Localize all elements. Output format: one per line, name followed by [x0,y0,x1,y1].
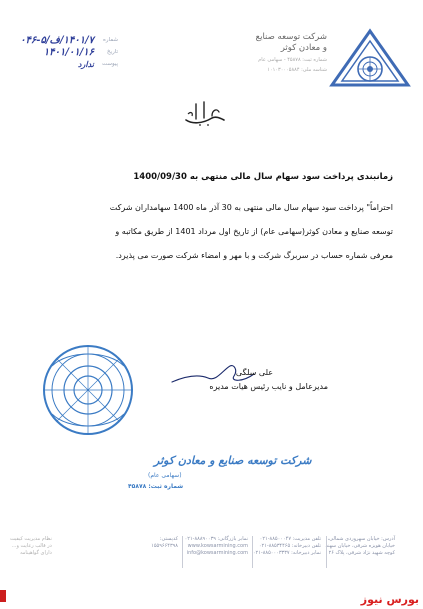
company-logo-icon [330,29,410,87]
company-header [177,32,327,74]
letter-footer [0,536,423,576]
company-reg-line1: شماره ثبت: ۴۵۸۷۸ - سهامی عام [258,57,327,63]
footer-postal: کدپستی: ۱۵۵۹۶۶۴۳۹۸ [151,536,178,549]
signer-position: مدیرعامل و نایب رئیس هیات مدیره [209,382,328,391]
meta-number-row [6,34,118,46]
watermark-text: بورس نیوز [360,593,419,606]
email-link[interactable]: info@kowsarmining.com [186,550,248,556]
stamp-line1: شرکت توسعه صنایع و معادن کوثر [154,454,312,467]
corner-mark [0,590,6,602]
letter-title: زمانبندی پرداخت سود سهام سال مالی منتهی به 1400/09/30 [133,172,393,182]
footer-phones: تلفن مدیریت: ۸۸۵۰۰۰۴۷-۰۲۱ تلفن دبیرخانه: ۸۸۵۳۴۴۶۵-۰۲۱ نمابر دبیرخانه: ۸۸۵۰۰۰۳۳۳۷-۰۲۱ [252,536,321,556]
meta-attachment-row [6,58,118,70]
attachment-value: ندارد [77,59,94,69]
footer-web: نمابر بازرگانی: ۸۸۸۹۰۰۳۹-۰۲۱ www.kowsarmining.com info@kowsarmining.com [184,536,248,556]
attachment-label: پیوست [101,61,118,67]
date-value: ۱۴۰۱/۰۱/۱۶ [43,46,94,58]
signer-name: علی سلگی [235,368,273,377]
signer-block [138,365,328,394]
body-line-3: معرفی شماره حساب در سربرگ شرکت و با مهر و امضاء شرکت صورت می پذیرد. [115,251,393,260]
letter-body [20,196,393,268]
number-label: شماره [102,37,118,43]
company-name-line2: و معادن کوثر [280,43,327,53]
body-line-1: احتراماً" پرداخت سود سهام سال مالی منتهی به 30 آذر ماه 1400 سهامداران شرکت [109,203,393,212]
company-reg-line2: شناسه ملی: ۱۰۱۰۳۰۰۰۵۸۸۴ [267,67,327,73]
meta-date-row [6,46,118,58]
stamp-line3: شماره ثبت: ۴۵۸۷۸ [128,483,184,490]
date-label: تاریخ [107,49,118,55]
number-value: ۱۴۰۱/۷/ف/۵-۰۴۶ [20,34,94,46]
letter-meta [6,34,118,70]
body-line-2: توسعه صنایع و معادن کوثر(سهامی عام) از تاریخ اول مرداد 1401 از طریق مکاتبه و [115,227,393,236]
footer-note: نظام مدیریت کیفیت در قالب رعایت و... دارای گواهینامه [10,536,52,556]
stamp-line2: (سهامی عام) [148,472,182,479]
company-name-line1: شرکت توسعه صنایع [255,32,327,42]
footer-address: آدرس: خیابان سهروردی شمالی، خیابان هویزه شرقی، خیابان سهند کوچه شهید نژاد شرقی، پلاک ۲۶ [325,536,395,556]
bismillah-calligraphy-icon [182,98,228,128]
website-link[interactable]: www.kowsarmining.com [187,543,248,549]
